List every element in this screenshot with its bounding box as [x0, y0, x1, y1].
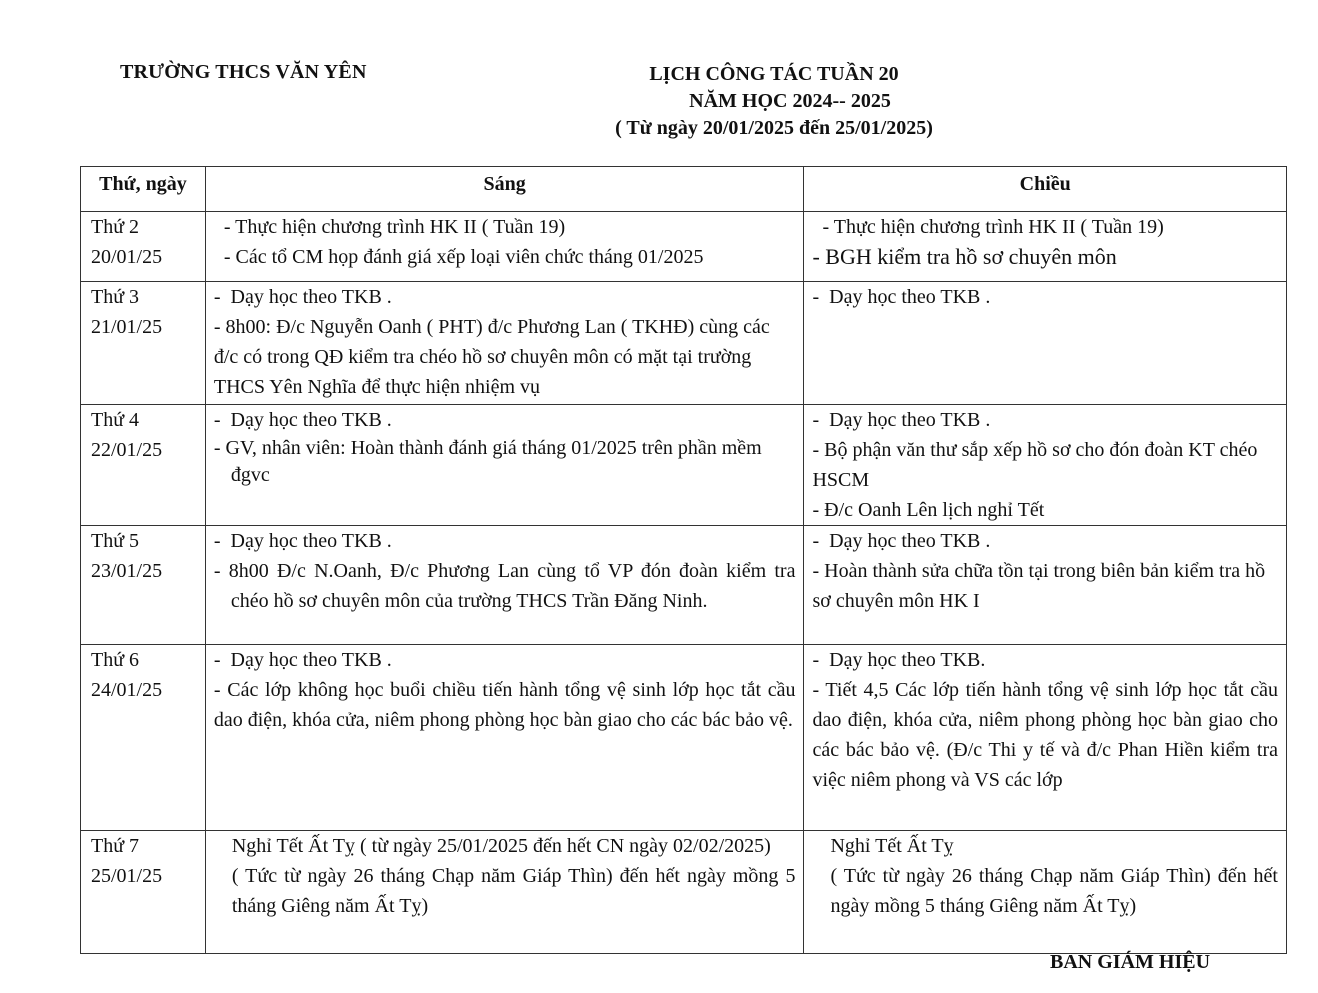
morning-cell	[205, 831, 804, 954]
afternoon-item: ( Tức từ ngày 26 tháng Chạp năm Giáp Thìn) đến hết ngày mồng 5 tháng Giêng năm Ất Tỵ)	[830, 865, 1278, 917]
afternoon-cell	[804, 526, 1287, 645]
day-date: 24/01/25	[91, 679, 163, 701]
morning-cell	[205, 526, 804, 645]
morning-item: - Dạy học theo TKB .	[213, 409, 392, 431]
school-name: TRƯỜNG THCS VĂN YÊN	[120, 61, 367, 83]
day-label: Thứ 3	[91, 286, 140, 308]
day-label: Thứ 6	[91, 649, 140, 671]
table-row	[81, 405, 1287, 526]
day-label: Thứ 4	[91, 409, 140, 431]
morning-item: - Thực hiện chương trình HK II ( Tuần 19)	[213, 216, 566, 238]
day-cell	[81, 645, 206, 831]
day-cell	[81, 526, 206, 645]
morning-item: - Các lớp không học buổi chiều tiến hành tổng vệ sinh lớp học tắt cầu dao điện, khóa cửa, niêm phong phòng học bàn giao cho các bác bảo vệ.	[213, 679, 796, 731]
afternoon-cell	[804, 212, 1287, 282]
table-row	[81, 282, 1287, 405]
day-label: Thứ 2	[91, 216, 140, 238]
date-range: ( Từ ngày 20/01/2025 đến 25/01/2025)	[615, 117, 933, 139]
day-date: 20/01/25	[91, 246, 163, 268]
day-cell	[81, 405, 206, 526]
signature-label: BAN GIÁM HIỆU	[1050, 951, 1211, 973]
header-morning: Sáng	[205, 167, 804, 212]
afternoon-item: - Bộ phận văn thư sắp xếp hồ sơ cho đón đoàn KT chéo HSCM	[812, 439, 1258, 491]
header-afternoon: Chiều	[804, 167, 1287, 212]
afternoon-item: - Đ/c Oanh Lên lịch nghỉ Tết	[812, 499, 1045, 521]
table-row	[81, 526, 1287, 645]
table-row	[81, 831, 1287, 954]
day-label: Thứ 7	[91, 835, 140, 857]
morning-item: - Dạy học theo TKB .	[213, 649, 392, 671]
afternoon-cell	[804, 831, 1287, 954]
title-block	[520, 61, 1060, 142]
morning-cell	[205, 405, 804, 526]
afternoon-item: - Dạy học theo TKB .	[812, 530, 991, 552]
afternoon-item: - Dạy học theo TKB.	[812, 649, 986, 671]
afternoon-cell	[804, 282, 1287, 405]
morning-item: - 8h00: Đ/c Nguyễn Oanh ( PHT) đ/c Phương Lan ( TKHĐ) cùng các đ/c có trong QĐ kiểm tra chéo hồ sơ chuyên môn có mặt tại trường THCS Yên Nghĩa để thực hiện nhiệm vụ	[213, 316, 770, 398]
afternoon-item: - Dạy học theo TKB .	[812, 286, 991, 308]
afternoon-item: - Tiết 4,5 Các lớp tiến hành tổng vệ sinh lớp học tắt cầu dao điện, khóa cửa, niêm phong phòng học bàn giao cho các bác bảo vệ. (Đ/c Thi y tế và đ/c Phan Hiền kiểm tra việc niêm phong và VS các lớp	[812, 679, 1278, 791]
day-date: 22/01/25	[91, 439, 163, 461]
afternoon-item: - Thực hiện chương trình HK II ( Tuần 19)	[812, 216, 1164, 238]
afternoon-cell	[804, 405, 1287, 526]
afternoon-item: - Dạy học theo TKB .	[812, 409, 991, 431]
header-day: Thứ, ngày	[81, 167, 206, 212]
schedule-title: LỊCH CÔNG TÁC TUẦN 20	[649, 63, 899, 85]
morning-item: - Dạy học theo TKB .	[213, 530, 392, 552]
day-date: 25/01/25	[91, 865, 163, 887]
afternoon-item: Nghỉ Tết Ất Tỵ	[830, 835, 954, 857]
morning-item: Nghỉ Tết Ất Tỵ ( từ ngày 25/01/2025 đến hết CN ngày 02/02/2025)	[231, 835, 771, 857]
table-header-row	[81, 167, 1287, 212]
day-date: 23/01/25	[91, 560, 163, 582]
afternoon-item: - BGH kiểm tra hồ sơ chuyên môn	[812, 244, 1117, 269]
morning-item: - Các tổ CM họp đánh giá xếp loại viên chức tháng 01/2025	[213, 246, 704, 268]
day-date: 21/01/25	[91, 316, 163, 338]
table-row	[81, 212, 1287, 282]
morning-item: - 8h00 Đ/c N.Oanh, Đ/c Phương Lan cùng tổ VP đón đoàn kiểm tra chéo hồ sơ chuyên môn của trường THCS Trần Đăng Ninh.	[213, 560, 796, 612]
table-row	[81, 645, 1287, 831]
schedule-table	[80, 166, 1287, 954]
morning-item: ( Tức từ ngày 26 tháng Chạp năm Giáp Thìn) đến hết ngày mồng 5 tháng Giêng năm Ất Tỵ)	[231, 865, 796, 917]
day-cell	[81, 212, 206, 282]
school-year: NĂM HỌC 2024-- 2025	[689, 90, 891, 112]
morning-item: - Dạy học theo TKB .	[213, 286, 392, 308]
day-label: Thứ 5	[91, 530, 140, 552]
morning-cell	[205, 645, 804, 831]
afternoon-cell	[804, 645, 1287, 831]
day-cell	[81, 831, 206, 954]
day-cell	[81, 282, 206, 405]
morning-item: - GV, nhân viên: Hoàn thành đánh giá tháng 01/2025 trên phần mềm đgvc	[213, 437, 762, 486]
morning-cell	[205, 212, 804, 282]
morning-cell	[205, 282, 804, 405]
afternoon-item: - Hoàn thành sửa chữa tồn tại trong biên bản kiểm tra hồ sơ chuyên môn HK I	[812, 560, 1266, 612]
